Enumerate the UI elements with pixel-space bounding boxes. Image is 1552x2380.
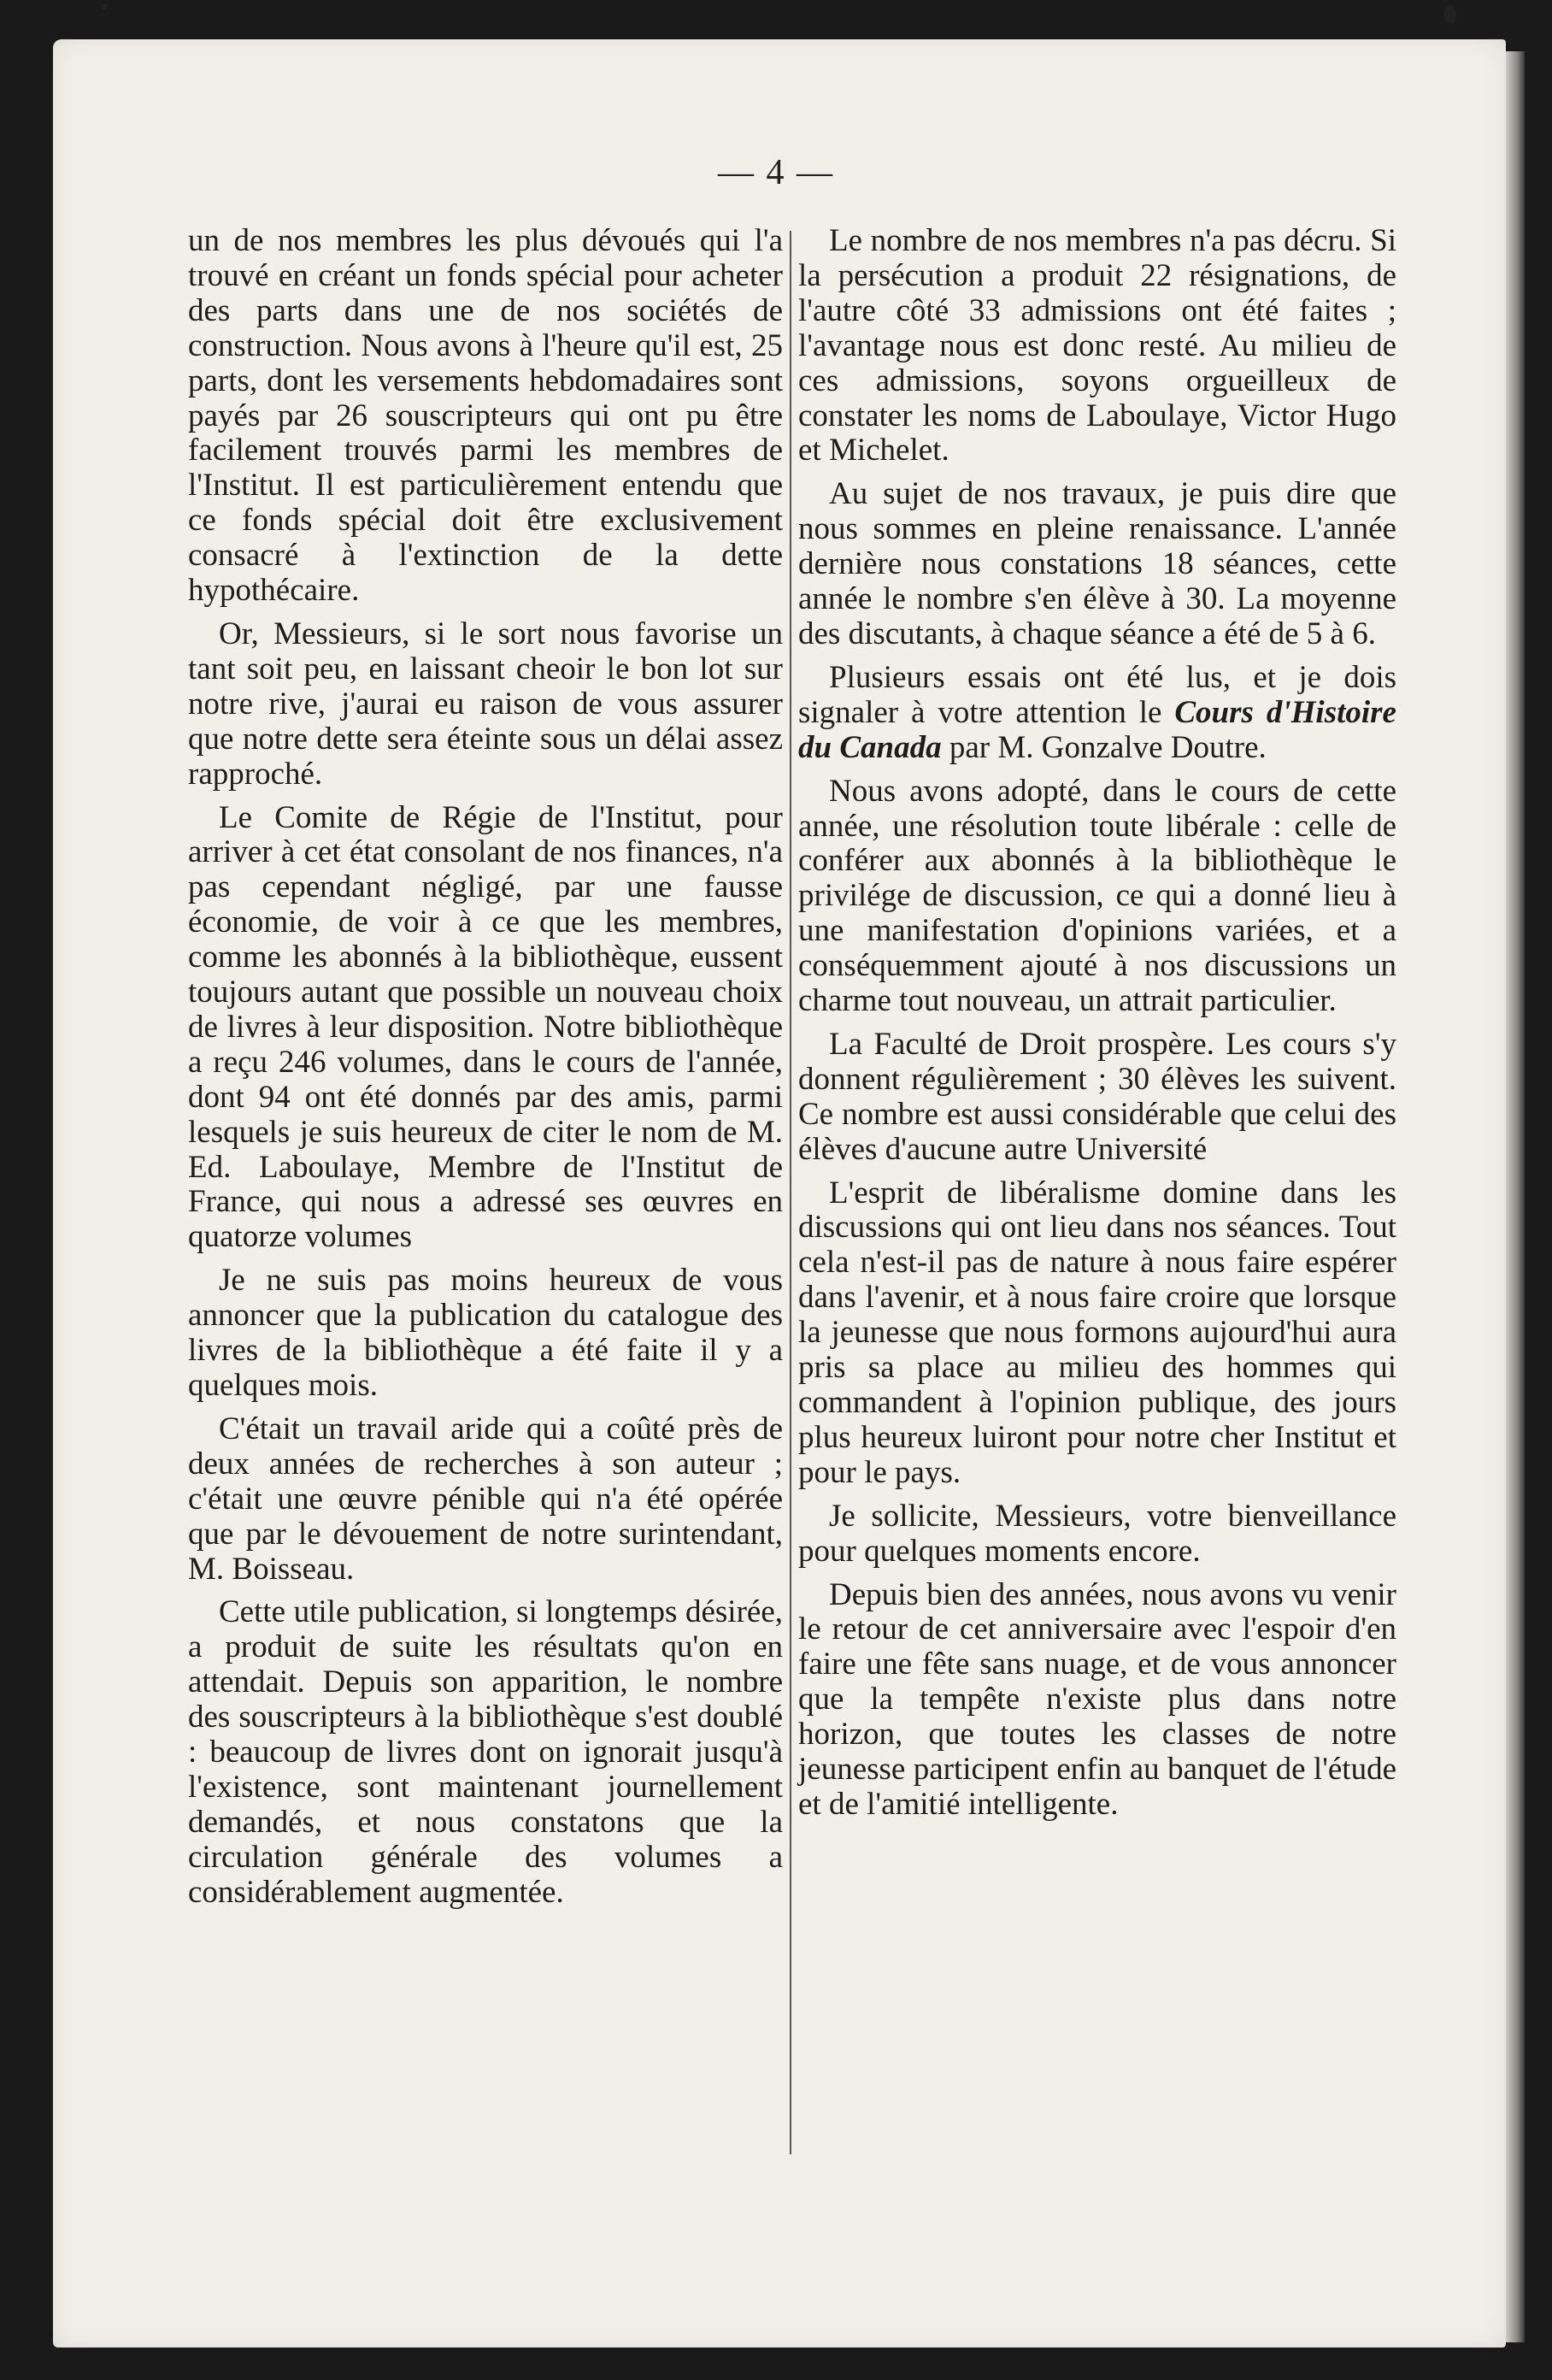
right-paragraph-5: La Faculté de Droit prospère. Les cours s'y donnent régulièrement ; 30 élèves les suivent. Ce nombre est aussi considérable que celui des élèves d'aucune autre Université: [798, 1026, 1396, 1167]
right-paragraph-7: Je sollicite, Messieurs, votre bienveillance pour quelques moments encore.: [798, 1498, 1396, 1569]
column-divider: [790, 231, 791, 2154]
page-number: — 4 —: [718, 153, 834, 192]
scan-speck: [101, 3, 108, 10]
left-paragraph-4: Je ne suis pas moins heureux de vous annoncer que la publication du catalogue des livres de la bibliothèque a été faite il y a quelques mois.: [188, 1263, 783, 1403]
right-paragraph-3-end: par M. Gonzalve Doutre.: [941, 729, 1267, 765]
left-paragraph-6: Cette utile publication, si longtemps désirée, a produit de suite les résultats qu'on en attendait. Depuis son apparition, le nombre des souscripteurs à la bibliothèque s'est doublé : beaucoup de livres dont on ignorait jusqu'à l'existence, sont maintenant journellement demandés, et nous constatons que la circulation générale des volumes a considérablement augmentée.: [188, 1594, 783, 1910]
right-column: [798, 224, 1396, 1831]
left-paragraph-3: Le Comite de Régie de l'Institut, pour arriver à cet état consolant de nos finances, n'a pas cependant négligé, par une fausse économie, de voir à ce que les membres, comme les abonnés à la bibliothèque, eussent toujours autant que possible un nouveau choix de livres à leur disposition. Notre bibliothèque a reçu 246 volumes, dans le cours de l'année, dont 94 ont été donnés par des amis, parmi lesquels je suis heureux de citer le nom de M. Ed. Laboulaye, Membre de l'Institut de France, qui nous a adressé ses œuvres en quatorze volumes: [188, 799, 783, 1255]
left-paragraph-2: Or, Messieurs, si le sort nous favorise un tant soit peu, en laissant cheoir le bon lot sur notre rive, j'aurai eu raison de vous assurer que notre dette sera éteinte sous un délai assez rapproché.: [188, 616, 783, 792]
right-paragraph-2: Au sujet de nos travaux, je puis dire que nous sommes en pleine renaissance. L'année dernière nous constations 18 séances, cette année le nombre s'en élève à 30. La moyenne des discutants, à chaque séance a été de 5 à 6.: [798, 476, 1396, 651]
right-paragraph-8: Depuis bien des années, nous avons vu venir le retour de cet anniversaire avec l'espoir d'en faire une fête sans nuage, et de vous annoncer que la tempête n'existe plus dans notre horizon, que toutes les classes de notre jeunesse participent enfin au banquet de l'étude et de l'amitié intelligente.: [798, 1576, 1396, 1822]
left-paragraph-5: C'était un travail aride qui a coûté près de deux années de recherches à son auteur ; c'était une œuvre pénible qui n'a été opérée que par le dévouement de notre surintendant, M. Boisseau.: [188, 1411, 783, 1587]
right-paragraph-1: Le nombre de nos membres n'a pas décru. Si la persécution a produit 22 résignations, de l'autre côté 33 admissions ont été faites ; l'avantage nous est donc resté. Au milieu de ces admissions, soyons orgueilleux de constater les noms de Laboulaye, Victor Hugo et Michelet.: [798, 223, 1396, 468]
right-paragraph-6: L'esprit de libéralisme domine dans les discussions qui ont lieu dans nos séances. Tout cela n'est-il pas de nature à nous faire espérer dans l'avenir, et à nous faire croire que lorsque la jeunesse que nous formons aujourd'hui aura pris sa place au milieu des hommes qui commandent à l'opinion publique, des jours plus heureux luiront pour notre cher Institut et pour le pays.: [798, 1175, 1396, 1490]
left-column: [188, 224, 783, 1919]
scan-speck: [1444, 5, 1456, 24]
right-paragraph-4: Nous avons adopté, dans le cours de cette année, une résolution toute libérale : celle de conférer aux abonnés à la bibliothèque le privilége de discussion, ce qui a donné lieu à une manifestation d'opinions variées, et a conséquemment ajouté à nos discussions un charme tout nouveau, un attrait particulier.: [798, 773, 1396, 1019]
book-title: Cours d'Histoire du Canada: [798, 694, 1396, 765]
left-paragraph-1: un de nos membres les plus dévoués qui l'a trouvé en créant un fonds spécial pour acheter des parts dans une de nos sociétés de construction. Nous avons à l'heure qu'il est, 25 parts, dont les versements hebdomadaires sont payés par 26 souscripteurs qui ont pu être facilement trouvés parmi les membres de l'Institut. Il est particulièrement entendu que ce fonds spécial doit être exclusivement consacré à l'extinction de la dette hypothécaire.: [188, 223, 783, 609]
right-paragraph-3-start: Plusieurs essais ont été lus, et je dois signaler à votre attention le: [798, 659, 1396, 730]
right-paragraph-3: [798, 661, 1396, 766]
page-edge-shadow: [1506, 51, 1525, 2342]
